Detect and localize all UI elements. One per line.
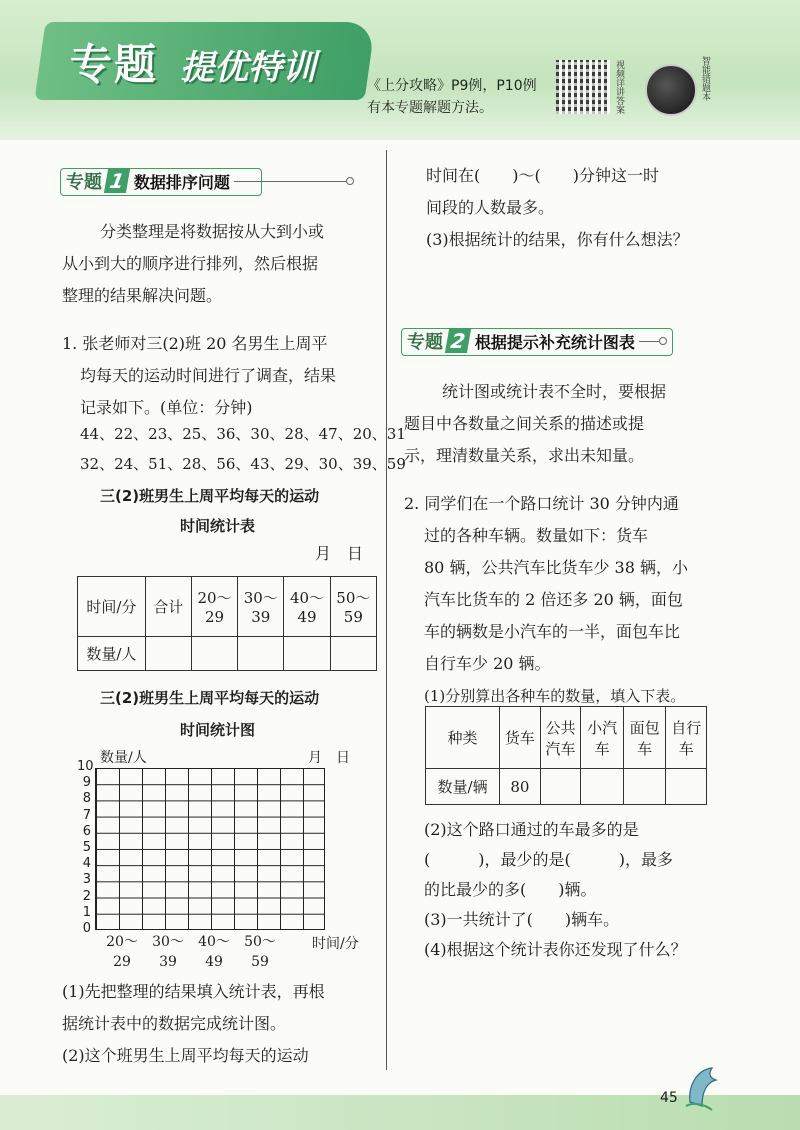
section2-intro-1: 统计图或统计表不全时，要根据: [442, 382, 667, 401]
q1-sub2-2: 时间在( )～( )分钟这一时: [426, 166, 659, 185]
q2-text-1: 2. 同学们在一个路口统计 30 分钟内通: [404, 494, 679, 513]
table1-row-label: 数量/人: [78, 637, 146, 671]
chart-ytick: 8: [82, 791, 91, 807]
header-note-line1: 《上分攻略》P9例，P10例: [367, 78, 537, 94]
q2-sub2-3: 的比最少的多( )辆。: [424, 880, 597, 899]
table2-cell-bus[interactable]: [540, 769, 581, 805]
q2-sub2-1: (2)这个路口通过的车最多的是: [424, 820, 639, 839]
header-note: [367, 75, 537, 119]
q1-sub1-1: (1)先把整理的结果填入统计表，再根: [62, 982, 325, 1001]
page-number: 45: [660, 1090, 678, 1106]
q2-text-4: 汽车比货车的 2 倍还多 20 辆，面包: [424, 590, 683, 609]
table2-header-van: 面包 车: [623, 707, 666, 769]
chart-ytick: 9: [82, 775, 91, 791]
q2-text-6: 自行车少 20 辆。: [424, 654, 551, 673]
q1-text-2: 均每天的运动时间进行了调查，结果: [80, 366, 337, 385]
header-title-main: 专题: [70, 40, 159, 89]
column-divider: [386, 150, 387, 1070]
section1-heading: [62, 166, 354, 196]
chart-title-2: 时间统计图: [180, 721, 256, 739]
table1-header-30: 30～ 39: [238, 577, 284, 637]
chart-xtick: 20～ 29: [106, 934, 138, 970]
q1-sub2-1: (2)这个班男生上周平均每天的运动: [62, 1046, 309, 1065]
chart-ytick: 7: [82, 807, 91, 823]
section2-heading: [403, 326, 667, 356]
table1-header-40: 40～ 49: [284, 577, 330, 637]
chart-ytick: 1: [82, 904, 91, 920]
table2-header-truck: 货车: [500, 707, 541, 769]
dolphin-icon: [682, 1062, 722, 1112]
q1-text-1: 1. 张老师对三(2)班 20 名男生上周平: [62, 334, 328, 353]
qr-code-icon[interactable]: [556, 60, 610, 114]
table2-header-bus: 公共 汽车: [540, 707, 581, 769]
q2-text-2: 过的各种车辆。数量如下：货车: [424, 526, 649, 545]
table2-cell-bike[interactable]: [666, 769, 707, 805]
section2-tag: 专题: [407, 332, 443, 353]
table2-header-bike: 自行 车: [666, 707, 707, 769]
section1-intro-1: 分类整理是将数据按从大到小或: [100, 222, 325, 241]
table1-header-time: 时间/分: [78, 577, 146, 637]
table1-cell-50[interactable]: [330, 637, 376, 671]
chart-ytick: 4: [82, 856, 91, 872]
header-note-line2: 有本专题解题方法。: [367, 100, 493, 116]
q2-sub2-2: ( )，最少的是( )，最多: [424, 850, 673, 869]
chart-ytick: 6: [82, 823, 91, 839]
header-title-sub: 提优特训: [180, 48, 316, 88]
table2-cell-truck: 80: [500, 769, 541, 805]
section1-rule-dot: [346, 177, 354, 185]
table1-title-2: 时间统计表: [180, 517, 256, 535]
chart-xtick: 40～ 49: [198, 934, 230, 970]
q2-sub3: (3)一共统计了( )辆车。: [424, 910, 620, 929]
table2-header-type: 种类: [426, 707, 500, 769]
chart-grid[interactable]: [95, 768, 325, 930]
q1-sub1-2: 据统计表中的数据完成统计图。: [62, 1014, 287, 1033]
table1-header-total: 合计: [145, 577, 191, 637]
chart-xtick: 50～ 59: [244, 934, 276, 970]
table2-row-label: 数量/辆: [426, 769, 500, 805]
section1-number: 1: [104, 169, 130, 193]
table1: [77, 576, 377, 671]
qr-label: 视频详讲答案: [614, 60, 624, 114]
section1-rule: [234, 181, 346, 182]
q2-sub4: (4)根据这个统计表你还发现了什么？: [424, 940, 687, 959]
table2-cell-car[interactable]: [581, 769, 624, 805]
logo-label: 智能错题本: [700, 56, 710, 101]
table1-cell-30[interactable]: [238, 637, 284, 671]
q2-text-5: 车的辆数是小汽车的一半，面包车比: [424, 622, 681, 641]
q2-text-3: 80 辆，公共汽车比货车少 38 辆，小: [424, 558, 688, 577]
table2-header-car: 小汽 车: [581, 707, 624, 769]
chart-date: 月 日: [308, 750, 350, 766]
q1-sub2-3: 间段的人数最多。: [426, 198, 555, 217]
chart-title-1: 三(2)班男生上周平均每天的运动: [100, 689, 320, 707]
page-footer: [0, 1095, 800, 1130]
chart-xtick: 30～ 39: [152, 934, 184, 970]
chart-ytick: 5: [82, 840, 91, 855]
q2-sub1: (1)分别算出各种车的数量，填入下表。: [424, 687, 686, 705]
table1-cell-total[interactable]: [145, 637, 191, 671]
section2-intro-3: 示，理清数量关系，求出未知量。: [404, 446, 645, 465]
table1-title-1: 三(2)班男生上周平均每天的运动: [100, 487, 320, 505]
table2: [425, 706, 707, 805]
section1-intro-2: 从小到大的顺序进行排列，然后根据: [62, 254, 319, 273]
table1-header-20: 20～ 29: [191, 577, 237, 637]
section2-title: 根据提示补充统计图表: [474, 332, 635, 352]
q1-data-1: 44、22、23、25、36、30、28、47、20、31: [80, 425, 406, 443]
table2-cell-van[interactable]: [623, 769, 666, 805]
q1-data-2: 32、24、51、28、56、43、29、30、39、59: [80, 455, 406, 473]
chart-ytick: 3: [82, 872, 91, 888]
chart-ylabel: 数量/人: [100, 750, 147, 766]
chart-ytick: 10: [77, 759, 94, 774]
section2-rule: [639, 341, 659, 342]
table1-date: 月 日: [315, 544, 364, 563]
table1-cell-20[interactable]: [191, 637, 237, 671]
section1-intro-3: 整理的结果解决问题。: [62, 286, 223, 305]
chart-ytick: 0: [82, 921, 91, 936]
table1-header-50: 50～ 59: [330, 577, 376, 637]
section1-tag: 专题: [66, 172, 102, 193]
section1-title: 数据排序问题: [133, 172, 230, 192]
chart-ytick: 2: [82, 888, 91, 904]
q1-sub3: (3)根据统计的结果，你有什么想法？: [426, 230, 689, 249]
q1-text-3: 记录如下。(单位：分钟): [80, 398, 253, 417]
section2-intro-2: 题目中各数量之间关系的描述或提: [404, 414, 645, 433]
section2-rule-dot: [659, 337, 667, 345]
chart-xlabel: 时间/分: [312, 936, 359, 952]
section2-number: 2: [445, 329, 471, 353]
app-logo-icon[interactable]: [645, 64, 697, 116]
table1-cell-40[interactable]: [284, 637, 330, 671]
